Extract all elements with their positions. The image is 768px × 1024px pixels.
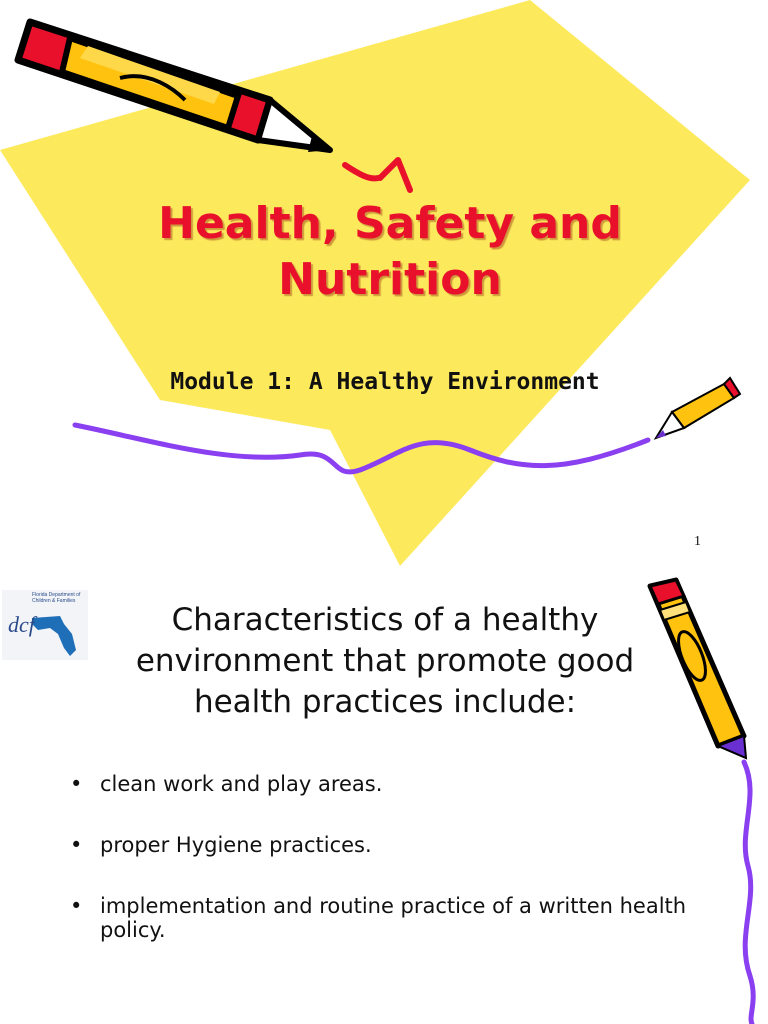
list-item-text: implementation and routine practice of a written health policy. bbox=[100, 894, 687, 942]
page-number: 1 bbox=[694, 534, 701, 549]
purple-squiggle-line bbox=[744, 762, 753, 1024]
list-item bbox=[70, 772, 690, 796]
bullet-icon: • bbox=[70, 833, 83, 857]
bullet-list bbox=[70, 772, 690, 979]
list-item bbox=[70, 894, 690, 942]
bullet-icon: • bbox=[70, 772, 83, 796]
dcf-logo-text: dcf bbox=[8, 612, 35, 637]
content-heading: Characteristics of a healthy environment that promote good health practices include: bbox=[135, 602, 635, 720]
list-item-text: clean work and play areas. bbox=[100, 772, 383, 796]
dcf-logo bbox=[2, 590, 88, 660]
list-item bbox=[70, 833, 690, 857]
small-pencil-icon bbox=[656, 378, 740, 438]
content-slide bbox=[0, 566, 768, 1024]
list-item-text: proper Hygiene practices. bbox=[100, 833, 372, 857]
bullet-icon: • bbox=[70, 894, 83, 918]
slide-subtitle: Module 1: A Healthy Environment bbox=[170, 369, 600, 395]
dcf-logo-caption: Florida Department of Children & Families bbox=[32, 592, 81, 604]
slide-title: Health, Safety and Nutrition bbox=[158, 198, 622, 305]
